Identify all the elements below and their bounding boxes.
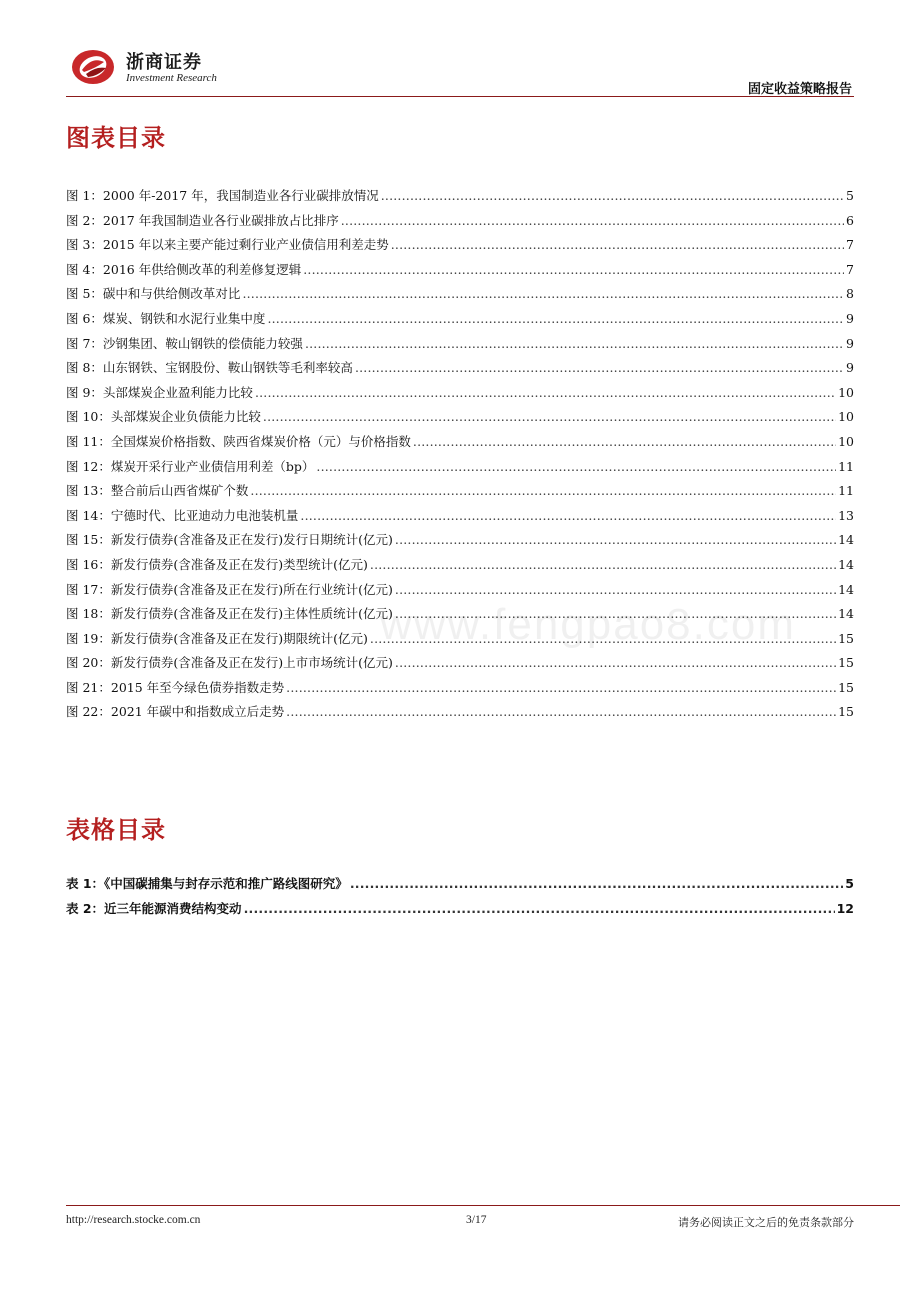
toc-leader: [395, 655, 836, 670]
toc-leader: [263, 409, 836, 424]
watermark: www.fengpao8.com: [380, 600, 796, 649]
toc-entry-page: 10: [838, 433, 854, 449]
company-logo-icon: [70, 46, 116, 86]
toc-entry[interactable]: [66, 702, 854, 727]
toc-leader: [413, 434, 836, 449]
toc-leader: [300, 508, 836, 523]
toc-entry[interactable]: [66, 334, 854, 359]
toc-entry[interactable]: [66, 481, 854, 506]
toc-entry-label: 图 13：整合前后山西省煤矿个数: [66, 483, 249, 499]
toc-entry-page: 15: [838, 630, 854, 646]
toc-entry[interactable]: [66, 186, 854, 211]
toc-entry-page: 11: [838, 458, 854, 474]
footer-divider: [66, 1205, 900, 1206]
toc-entry[interactable]: [66, 530, 854, 555]
toc-leader: [255, 385, 836, 400]
toc-entry-label: 图 12：煤炭开采行业产业债信用利差（bp）: [66, 458, 315, 474]
toc-entry-label: 图 21：2015 年至今绿色债券指数走势: [66, 679, 285, 695]
toc-entry-label: 图 2：2017 年我国制造业各行业碳排放占比排序: [66, 212, 339, 228]
toc-entry-label: 图 6：煤炭、钢铁和水泥行业集中度: [66, 310, 266, 326]
toc-entry[interactable]: [66, 260, 854, 285]
toc-leader: [250, 483, 836, 498]
toc-entry-label: 图 22：2021 年碳中和指数成立后走势: [66, 704, 285, 720]
toc-entry-page: 9: [846, 310, 854, 326]
toc-entry-label: 图 20：新发行债券(含准备及正在发行)上市市场统计(亿元): [66, 655, 393, 671]
toc-entry-label: 图 10：头部煤炭企业负债能力比较: [66, 409, 261, 425]
toc-leader: [242, 286, 844, 301]
toc-entry-page: 14: [838, 581, 854, 597]
toc-leader: [395, 582, 836, 597]
footer-url-link[interactable]: http://research.stocke.com.cn: [66, 1214, 201, 1226]
toc-entry-page: 15: [838, 704, 854, 720]
toc-entry-page: 14: [838, 606, 854, 622]
toc-leader: [350, 876, 843, 891]
toc-entry[interactable]: [66, 407, 854, 432]
toc-entry[interactable]: [66, 457, 854, 482]
toc-entry-label: 图 1：2000 年-2017 年，我国制造业各行业碳排放情况: [66, 188, 379, 203]
toc-entry-label: 图 11：全国煤炭价格指数、陕西省煤炭价格（元）与价格指数: [66, 433, 411, 449]
page-header: [66, 38, 854, 96]
toc-entry-label: 图 4：2016 年供给侧改革的利差修复逻辑: [66, 261, 302, 277]
toc-entry[interactable]: [66, 555, 854, 580]
toc-entry[interactable]: [66, 211, 854, 236]
toc-entry[interactable]: [66, 358, 854, 383]
toc-entry-page: 15: [838, 679, 854, 695]
toc-entry-page: 9: [846, 360, 854, 376]
company-name: 浙商证券: [126, 52, 202, 73]
toc-entry-label: 表 2：近三年能源消费结构变动: [66, 901, 242, 916]
toc-leader: [355, 360, 844, 375]
toc-entry-label: 图 18：新发行债券(含准备及正在发行)主体性质统计(亿元): [66, 606, 393, 622]
toc-entry-page: 6: [846, 212, 854, 228]
toc-leader: [286, 704, 836, 719]
toc-entry-page: 13: [838, 507, 854, 523]
toc-leader: [370, 557, 836, 572]
toc-leader: [395, 532, 836, 547]
toc-entry-label: 图 17：新发行债券(含准备及正在发行)所在行业统计(亿元): [66, 581, 393, 597]
toc-leader: [244, 901, 835, 916]
toc-leader: [381, 188, 844, 203]
toc-leader: [286, 680, 836, 695]
toc-entry[interactable]: [66, 653, 854, 678]
toc-entry-label: 图 14：宁德时代、比亚迪动力电池装机量: [66, 507, 299, 523]
toc-entry-page: 7: [846, 261, 854, 277]
toc-leader: [391, 237, 844, 252]
toc-entry-page: 8: [846, 286, 854, 302]
report-type: 固定收益策略报告: [747, 82, 852, 97]
footer-disclaimer: 请务必阅读正文之后的免责条款部分: [678, 1216, 854, 1229]
figures-toc-title: 图表目录: [66, 124, 166, 152]
toc-entry[interactable]: [66, 284, 854, 309]
toc-entry-page: 11: [838, 483, 854, 499]
toc-entry-label: 表 1：《中国碳捕集与封存示范和推广路线图研究》: [66, 876, 348, 891]
tables-toc-list: [66, 874, 854, 924]
toc-entry-label: 图 5：碳中和与供给侧改革对比: [66, 286, 241, 302]
toc-leader: [305, 336, 844, 351]
toc-entry-label: 图 7：沙钢集团、鞍山钢铁的偿债能力较强: [66, 335, 303, 351]
toc-entry-page: 15: [838, 655, 854, 671]
toc-entry-page: 10: [838, 409, 854, 425]
toc-entry[interactable]: [66, 874, 854, 899]
toc-entry-page: 5: [845, 876, 854, 891]
toc-entry-page: 7: [846, 237, 854, 253]
toc-entry[interactable]: [66, 678, 854, 703]
toc-entry-page: 10: [838, 384, 854, 400]
toc-entry-page: 14: [838, 556, 854, 572]
toc-leader: [341, 213, 844, 228]
footer-page-number: 3/17: [466, 1214, 487, 1226]
toc-entry-page: 9: [846, 335, 854, 351]
toc-entry-label: 图 15：新发行债券(含准备及正在发行)发行日期统计(亿元): [66, 532, 393, 548]
header-divider: [66, 96, 854, 97]
toc-entry-page: 14: [838, 532, 854, 548]
company-subtitle: Investment Research: [126, 72, 217, 84]
toc-entry[interactable]: [66, 899, 854, 924]
toc-entry-label: 图 3：2015 年以来主要产能过剩行业产业债信用利差走势: [66, 237, 389, 253]
toc-entry[interactable]: [66, 309, 854, 334]
toc-entry-label: 图 8：山东钢铁、宝钢股份、鞍山钢铁等毛利率较高: [66, 360, 353, 376]
toc-leader: [267, 311, 844, 326]
toc-entry-label: 图 16：新发行债券(含准备及正在发行)类型统计(亿元): [66, 556, 368, 572]
toc-entry-page: 12: [836, 901, 854, 916]
toc-entry-label: 图 19：新发行债券(含准备及正在发行)期限统计(亿元): [66, 630, 368, 646]
toc-leader: [303, 262, 844, 277]
toc-entry[interactable]: [66, 383, 854, 408]
toc-leader: [316, 459, 836, 474]
toc-entry-label: 图 9：头部煤炭企业盈利能力比较: [66, 384, 253, 400]
tables-toc-title: 表格目录: [66, 816, 166, 844]
toc-entry[interactable]: [66, 235, 854, 260]
toc-entry[interactable]: [66, 432, 854, 457]
toc-entry-page: 5: [846, 188, 854, 203]
toc-entry[interactable]: [66, 506, 854, 531]
